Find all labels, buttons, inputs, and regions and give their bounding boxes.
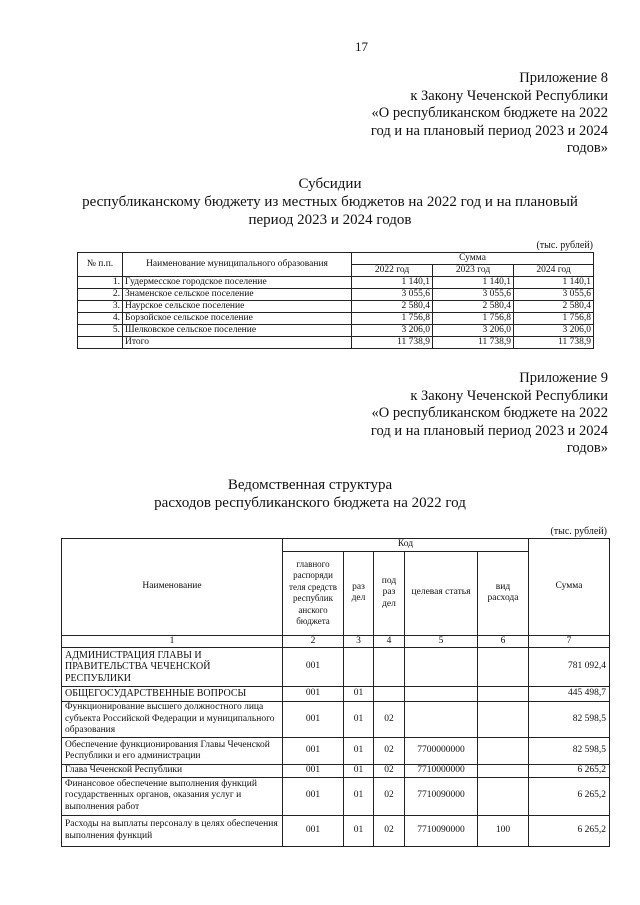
row-vid: 100 xyxy=(478,815,529,846)
col-number: 3 xyxy=(344,635,374,648)
row-num xyxy=(78,337,123,349)
header-sum: Сумма xyxy=(529,539,610,636)
col-number: 7 xyxy=(529,635,610,648)
row-2022: 3 055,6 xyxy=(352,289,433,301)
row-name: ОБЩЕГОСУДАРСТВЕННЫЕ ВОПРОСЫ xyxy=(62,687,283,702)
col-number: 2 xyxy=(283,635,344,648)
row-vid xyxy=(478,765,529,778)
row-name: Обеспечение функционирования Главы Чеченской Республики и его администрации xyxy=(62,738,283,765)
section-1-unit: (тыс. рублей) xyxy=(536,240,593,251)
row-grbs: 001 xyxy=(283,777,344,815)
header-vid: вид расхода xyxy=(478,551,529,635)
header-2023: 2023 год xyxy=(433,265,514,277)
appendix-9-line: Приложение 9 xyxy=(519,370,608,386)
row-2022: 1 756,8 xyxy=(352,313,433,325)
row-target: 7710090000 xyxy=(405,815,478,846)
row-sum: 6 265,2 xyxy=(529,777,610,815)
row-grbs: 001 xyxy=(283,738,344,765)
row-num: 3. xyxy=(78,301,123,313)
row-sum: 82 598,5 xyxy=(529,702,610,738)
row-sum: 445 498,7 xyxy=(529,687,610,702)
row-vid xyxy=(478,648,529,687)
row-2024: 3 055,6 xyxy=(514,289,594,301)
row-razdel: 01 xyxy=(344,738,374,765)
appendix-9-header xyxy=(371,370,608,458)
section-2-title-line: расходов республиканского бюджета на 2022 год xyxy=(154,495,466,511)
row-name: Борзойское сельское поселение xyxy=(123,313,352,325)
header-2022: 2022 год xyxy=(352,265,433,277)
appendix-9-line: год и на плановый период 2023 и 2024 xyxy=(370,422,608,439)
section-1-title-line: период 2023 и 2024 годов xyxy=(248,212,412,228)
row-grbs: 001 xyxy=(283,815,344,846)
table-total-row xyxy=(78,337,594,349)
row-num: 5. xyxy=(78,325,123,337)
header-razdel: раз дел xyxy=(344,551,374,635)
header-grbs: главного распоряди теля средств республик анского бюджета xyxy=(283,551,344,635)
column-numbers-row xyxy=(62,635,610,648)
header-podrazdel: под раз дел xyxy=(374,551,405,635)
row-razdel: 01 xyxy=(344,777,374,815)
col-number: 4 xyxy=(374,635,405,648)
row-2023: 3 055,6 xyxy=(433,289,514,301)
col-number: 5 xyxy=(405,635,478,648)
row-num: 4. xyxy=(78,313,123,325)
page-number: 17 xyxy=(355,39,368,54)
header-code: Код xyxy=(283,539,529,552)
table-row xyxy=(62,648,610,687)
row-2023: 11 738,9 xyxy=(433,337,514,349)
row-name: Функционирование высшего должностного лица субъекта Российской Федерации и муниципального образования xyxy=(62,702,283,738)
row-vid xyxy=(478,777,529,815)
row-grbs: 001 xyxy=(283,687,344,702)
row-target xyxy=(405,648,478,687)
row-podrazdel: 02 xyxy=(374,738,405,765)
row-podrazdel: 02 xyxy=(374,765,405,778)
appendix-8-line: «О республиканском бюджете на 2022 xyxy=(371,105,608,121)
row-name: Итого xyxy=(123,337,352,349)
row-2022: 2 580,4 xyxy=(352,301,433,313)
table-row xyxy=(62,738,610,765)
row-2023: 1 140,1 xyxy=(433,277,514,289)
row-grbs: 001 xyxy=(283,648,344,687)
table-row xyxy=(78,313,594,325)
row-target: 7700000000 xyxy=(405,738,478,765)
row-sum: 6 265,2 xyxy=(529,815,610,846)
table-row xyxy=(62,815,610,846)
row-sum: 781 092,4 xyxy=(529,648,610,687)
row-sum: 82 598,5 xyxy=(529,738,610,765)
header-target: целевая статья xyxy=(405,551,478,635)
row-name: Расходы на выплаты персоналу в целях обеспечения выполнения функций xyxy=(62,815,283,846)
section-2-unit: (тыс. рублей) xyxy=(550,526,607,537)
row-podrazdel xyxy=(374,687,405,702)
row-grbs: 001 xyxy=(283,702,344,738)
row-2024: 3 206,0 xyxy=(514,325,594,337)
header-name: Наименование муниципального образования xyxy=(123,253,352,277)
table-row xyxy=(62,765,610,778)
appendix-9-line: к Закону Чеченской Республики xyxy=(410,387,608,404)
section-1-title xyxy=(60,175,600,229)
header-name: Наименование xyxy=(62,539,283,636)
row-vid xyxy=(478,687,529,702)
table-row xyxy=(62,777,610,815)
row-podrazdel: 02 xyxy=(374,777,405,815)
appendix-8-header xyxy=(371,70,608,158)
appendix-8-line: к Закону Чеченской Республики xyxy=(410,87,608,104)
table-row xyxy=(62,687,610,702)
header-sum: Сумма xyxy=(352,253,594,265)
header-2024: 2024 год xyxy=(514,265,594,277)
row-name: Финансовое обеспечение выполнения функций государственных органов, оказания услуг и выполнения работ xyxy=(62,777,283,815)
row-name: АДМИНИСТРАЦИЯ ГЛАВЫ И ПРАВИТЕЛЬСТВА ЧЕЧЕНСКОЙ РЕСПУБЛИКИ xyxy=(62,648,283,687)
table-row xyxy=(78,301,594,313)
col-number: 6 xyxy=(478,635,529,648)
appendix-8-line: год и на плановый период 2023 и 2024 xyxy=(370,122,608,139)
row-num: 2. xyxy=(78,289,123,301)
table-row xyxy=(62,702,610,738)
row-razdel xyxy=(344,648,374,687)
row-razdel: 01 xyxy=(344,765,374,778)
row-podrazdel xyxy=(374,648,405,687)
col-number: 1 xyxy=(62,635,283,648)
section-2-title xyxy=(110,476,510,512)
row-razdel: 01 xyxy=(344,815,374,846)
section-1-title-line: республиканскому бюджету из местных бюджетов на 2022 год и на плановый xyxy=(82,194,578,210)
row-sum: 6 265,2 xyxy=(529,765,610,778)
row-razdel: 01 xyxy=(344,687,374,702)
row-target: 7710000000 xyxy=(405,765,478,778)
row-2024: 2 580,4 xyxy=(514,301,594,313)
row-2023: 1 756,8 xyxy=(433,313,514,325)
row-name: Шелковское сельское поселение xyxy=(123,325,352,337)
appendix-9-line: «О республиканском бюджете на 2022 xyxy=(371,405,608,421)
departmental-structure-table xyxy=(61,538,610,847)
row-2022: 3 206,0 xyxy=(352,325,433,337)
row-2023: 2 580,4 xyxy=(433,301,514,313)
row-2022: 1 140,1 xyxy=(352,277,433,289)
section-1-title-line: Субсидии xyxy=(298,176,362,192)
row-target xyxy=(405,702,478,738)
row-name: Наурское сельское поселение xyxy=(123,301,352,313)
row-razdel: 01 xyxy=(344,702,374,738)
row-name: Глава Чеченской Республики xyxy=(62,765,283,778)
table-row xyxy=(78,289,594,301)
row-target xyxy=(405,687,478,702)
row-num: 1. xyxy=(78,277,123,289)
row-grbs: 001 xyxy=(283,765,344,778)
row-target: 7710090000 xyxy=(405,777,478,815)
row-podrazdel: 02 xyxy=(374,702,405,738)
row-2024: 11 738,9 xyxy=(514,337,594,349)
row-2024: 1 140,1 xyxy=(514,277,594,289)
row-2023: 3 206,0 xyxy=(433,325,514,337)
row-2022: 11 738,9 xyxy=(352,337,433,349)
row-name: Знаменское сельское поселение xyxy=(123,289,352,301)
appendix-8-line: Приложение 8 xyxy=(519,70,608,86)
table-row xyxy=(78,325,594,337)
row-2024: 1 756,8 xyxy=(514,313,594,325)
appendix-8-line: годов» xyxy=(566,140,608,156)
table-row xyxy=(78,277,594,289)
subsidies-table xyxy=(77,252,594,349)
row-name: Гудермесское городское поселение xyxy=(123,277,352,289)
section-2-title-line: Ведомственная структура xyxy=(227,477,393,493)
row-vid xyxy=(478,702,529,738)
row-podrazdel: 02 xyxy=(374,815,405,846)
header-num: № п.п. xyxy=(78,253,123,277)
row-vid xyxy=(478,738,529,765)
appendix-9-line: годов» xyxy=(566,440,608,456)
